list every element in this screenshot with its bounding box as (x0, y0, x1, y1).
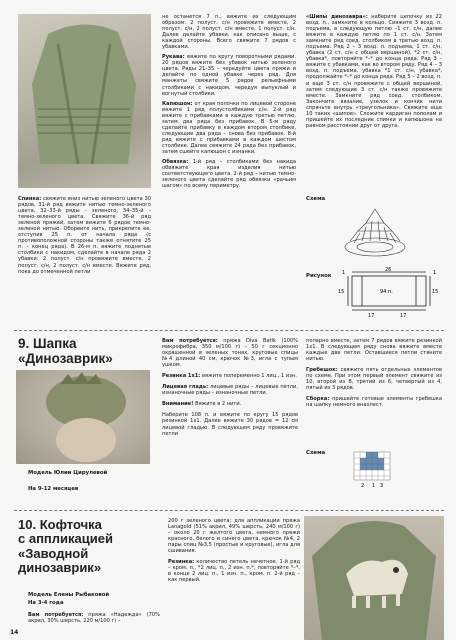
hood-instructions: Капюшон: от края полочки по лицевой стороне вяжите 1 ряд полустолбиками с/н. 2-й ряд вяжите с прибавками в каждую третью петлю, затем два ряда без прибавок. В 5-м ряду сделайте прибавку в каждом втором столбике, следующие два ряда – снова без прибавок. 8-й ряд вяжите с прибавками в каждом шестом столбике. Далее свяжите 24 ряда без прибавок, затем сшейте капюшон с изнанки. (162, 100, 296, 155)
cardigan-pattern-diagram (338, 266, 442, 318)
back-instructions: Спинка: свяжите вниз нитью зеленого цвета 30 рядов, 31-й ряд вяжите нитью темно-зеленого цвета, 32–33-й ряды – зеленого, 34–35-й – темно-зеленого цвета. Свяжите 36-й ряд зеленой пряжей, затем вяжите 6 рядов темно-зеленой нитью. Оборвите нить, прикрепите ее, отступив 25 п. от начала ряда (с противоположной стороны также отнятите 25 п. – конец ряда). В 26-м п. вяжите поднятые столбики с накидом, сделайте в начале ряда 2 убавки: 2 полуст. с/н провяжите вместе, 2 полуст. с/н, 2 полуст. с/н вместе. Вяжите ряд, пока до отмеченной петли (18, 196, 151, 275)
spikes-instructions: «Шипы динозавра»: наберите цепочку из 22 возд. п., замкните в кольцо. Свяжите 3 возд. п. подъема, в следующую петлю –1 ст. с/н, далее вяжите в каждую петлю по 1 ст. с/н. Затем замкните ряд соед. столбиком в третью возд. п. подъема. Ряд 2 – 3 возд. п. подъема, 1 ст. с/н, убавка (2 ст. с/н с общей вершиной), *2 ст. с/н, убавка*, повторяйте *–* до конца ряда. Ряд 3 – вяжите с убавками, как во втором ряду. Ряд 4 – 3 возд. п. подъема, убавка *1 ст. с/н, убавка*, продолжайте *–* до конца ряда. Ряд 5 – 2 возд. п. и еще 3 ст. с/н провяжите с общей вершиной, затем следующие 3 ст. с/н также провяжите вместе. Замкните ряд соед. столбиком. Закончите вязание, узелок и кончик нити спрячьте внутрь «треугольника». Свяжите еще 10 таких «шипов». Сложите кардиган пополам и пришейте их последние спинки и капюшона на равном расстоянии друг от друга. (306, 14, 442, 129)
pattern-num-left: 15 (338, 289, 345, 295)
section-9-model-by: Модель Юлии Цирулевой (28, 470, 108, 476)
hat-instructions: Наберите 108 п. и вяжите по кругу 15 рядов резинкой 1х1. Далее вяжите 30 рядов = 12 см лицевой гладью. В следующем ряду провяжите петли (162, 412, 298, 437)
section-10-title-line3: «Заводной (18, 545, 89, 561)
pattern-label: Рисунок (306, 273, 332, 279)
sweater-rib-stitch: Резинка: количество петель нечетное. 1-й ряд – кром. п., *2 лиц. п., 2 изн. п.*, повторяйте *–*, в конце 2 лиц. п., 1 изн. п., кром. п. 2-й ряд – как первый. (168, 559, 300, 584)
hat-attention: Внимание! Вяжите в 2 нити. (162, 401, 242, 408)
section-divider-2 (14, 510, 444, 511)
section-10-age: На 3-4 года (28, 600, 64, 606)
section-divider (14, 330, 444, 331)
section-9-age: На 9-12 месяцев (28, 486, 79, 492)
spike-crochet-scheme (340, 203, 410, 259)
section-9-header (18, 336, 113, 366)
hat-rib-stitch: Резинка 1х1: вяжите попеременно 1 лиц., 1 изн. (162, 373, 297, 380)
sweater-photo (304, 516, 444, 640)
hat-materials: Вам потребуется: пряжа Diva Batik (100% микрофибра, 350 м/100 г) – 50 г секционно окрашенной в зеленых тонах, круговые спицы №4 длиной 40 см, крючок №3, игла с тупым ушком. (162, 338, 298, 369)
green-cardigan-image (18, 14, 151, 188)
section-10-title-line1: Кофточка (39, 517, 102, 532)
hat-scheme-label: Схема (306, 450, 326, 456)
hat-assembly: Сборка: пришейте готовые элементы гребешка на шапку немного внахлест. (306, 396, 442, 409)
pattern-num-top: 26 (385, 267, 392, 273)
comb-scheme-num-1: 1 (372, 483, 376, 489)
cardigan-photo (18, 14, 151, 188)
pattern-num-center: 94 п. (380, 289, 393, 295)
sweater-materials-cont: 200 г зеленого цвета; для аппликации пряжа Lanagold (51% акрил, 49% шерсть, 240 м/100 г) – около 20 г желтого цвета, немного пряжи красного, белого и синего цвета, крючок №4, 2 пары спиц №3,5 (простые и круговые), игла для сшивания. (168, 518, 300, 555)
section-10-model-by: Модель Елены Рыбаковой (28, 592, 110, 598)
back-decrease-text: не останется 7 п., вяжите их следующим образом: 2 полуст. с/н провяжите вместе, 2 полуст. с/н, 2 полуст. с/н вместе, 1 полуст. с/н. Далее делайте убавки, как описано выше, с каждой стороны. Всего свяжите 7 рядов с убавками. (162, 14, 296, 51)
spike-scheme-label: Схема (306, 196, 326, 202)
hat-instructions-cont: попарно вместе, затем 7 рядов вяжите резинкой 1х1. В следующем ряду снова вяжите вместе каждые две петли. Оставшиеся петли стяните нитью. (306, 338, 442, 363)
pattern-num-left-top: 1 (342, 270, 346, 276)
sleeves-instructions: Рукава: вяжите по кругу поворотными рядами. 20 рядов вяжите без убавок нитью зеленого цвета. Ряды 21–35 – чередуйте цвета пряжи и делайте по одной убавке через ряд. Для манжеты свяжите 5 рядов рельефными столбиками с накидом, чередуя выпуклый и вогнутый столбики. (162, 54, 296, 97)
dinosaur-sweater-image (304, 516, 444, 640)
comb-knit-scheme (352, 450, 392, 490)
hat-stockinette: Лицевая гладь: лицевые ряды – лицевые петли, изнаночные ряды – изнаночные петли. (162, 384, 298, 397)
section-10-title-line2: с аппликацией (18, 531, 113, 547)
section-10-header (18, 518, 113, 575)
section-10-title-line4: динозаврик» (18, 559, 102, 575)
pattern-num-right-top: 1 (433, 270, 437, 276)
edging-instructions: Обвязка: 1-й ряд – столбиками без накида обвяжите края изделия нитью соответствующего цвета. 2-й ряд – нитью темно-зеленого цвета сделайте ряд обвязки «рачьим шагом» по всему периметру. (162, 159, 296, 190)
pattern-num-bottom-right: 17 (400, 313, 407, 318)
section-9-title-line2: «Динозаврик» (18, 351, 113, 366)
comb-scheme-num-3: 3 (380, 483, 384, 489)
section-9-number: 9. (18, 336, 30, 351)
pattern-num-bottom-left: 17 (368, 313, 375, 318)
baby-hat-image (16, 370, 150, 464)
comb-scheme-num-2: 2 (361, 483, 365, 489)
section-9-title-line1: Шапка (33, 336, 77, 351)
pattern-num-right: 15 (432, 289, 439, 295)
hat-comb-instructions: Гребешок: свяжите пять отдельных элементов по схеме. При этом первый элемент свяжите из 10, второй из 8, третий из 6, четвертый из 4, пятый из 3 рядов. (306, 367, 442, 392)
hat-photo (16, 370, 150, 464)
page-number: 14 (10, 629, 19, 636)
section-10-number: 10. (18, 517, 37, 532)
sweater-materials: Вам потребуется: пряжа «Надежда» (70% акрил, 30% шерсть, 220 м/100 г) – (28, 612, 160, 625)
